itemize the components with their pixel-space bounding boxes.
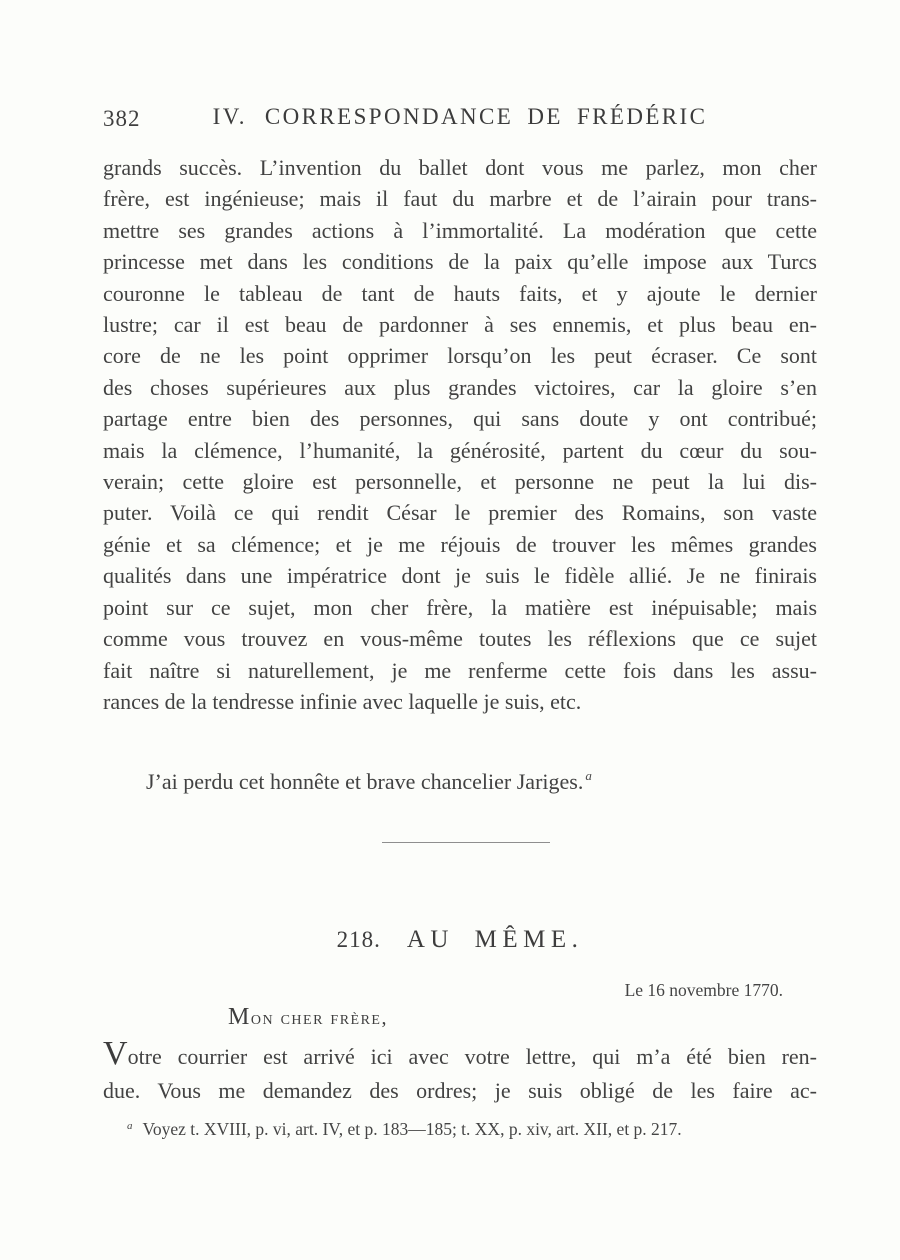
letter-body-line: puter. Voilà ce qui rendit César le premier des Romains, son vaste xyxy=(103,500,817,526)
letter-body-paragraph xyxy=(103,152,817,717)
letter-body-line: lustre; car il est beau de pardonner à ses ennemis, et plus beau en- xyxy=(103,312,817,338)
letter-body-line: verain; cette gloire est personnelle, et personne ne peut la lui dis- xyxy=(103,469,817,495)
letter-opening-line-text: otre courrier est arrivé ici avec votre lettre, qui m’a été bien ren- xyxy=(127,1044,817,1069)
letter-body-line: point sur ce sujet, mon cher frère, la matière est inépuisable; mais xyxy=(103,594,817,620)
letter-body-line: core de ne les point opprimer lorsqu’on les peut écraser. Ce sont xyxy=(103,343,817,369)
letter-opening-line xyxy=(103,1035,817,1074)
footnote-text: Voyez t. XVIII, p. vi, art. IV, et p. 183—185; t. XX, p. xiv, art. XII, et p. 217. xyxy=(142,1119,682,1139)
letter-body-line: des choses supérieures aux plus grandes victoires, car la gloire s’en xyxy=(103,374,817,400)
running-title xyxy=(103,104,817,130)
running-title-text: CORRESPONDANCE DE FRÉDÉRIC xyxy=(264,104,708,129)
section-title: AU MÊME. xyxy=(406,926,584,953)
section-number: 218. xyxy=(336,927,381,952)
letter-body-line: mais la clémence, l’humanité, la générosité, partent du cœur du sou- xyxy=(103,437,817,463)
letter-body-line: frère, est ingénieuse; mais il faut du marbre et de l’airain pour trans- xyxy=(103,186,817,212)
letter-opening-paragraph xyxy=(103,1035,817,1107)
letter-body-line: comme vous trouvez en vous-même toutes les réflexions que ce sujet xyxy=(103,626,817,652)
letter-body-line: grands succès. L’invention du ballet dont vous me parlez, mon cher xyxy=(103,155,817,180)
section-heading xyxy=(103,926,817,954)
running-header xyxy=(103,104,817,134)
letter-body-line: génie et sa clémence; et je me réjouis de trouver les mêmes grandes xyxy=(103,531,817,557)
postscript-line xyxy=(103,760,817,797)
letter-salutation: Mon cher frère, xyxy=(228,1004,388,1030)
running-title-numeral: IV. xyxy=(212,104,247,129)
letter-body-line-last: rances de la tendresse infinie avec laquelle je suis, etc. xyxy=(103,688,582,714)
letter-body-line: princesse met dans les conditions de la paix qu’elle impose aux Turcs xyxy=(103,249,817,275)
section-divider-rule xyxy=(382,842,550,843)
letter-body-line: partage entre bien des personnes, qui sans doute y ont contribué; xyxy=(103,406,817,432)
postscript-text: J’ai perdu cet honnête et brave chancelier Jariges. xyxy=(146,769,584,794)
letter-body-line: fait naître si naturellement, je me renferme cette fois dans les assu- xyxy=(103,657,817,683)
footnote-reference-marker: a xyxy=(585,768,592,783)
letter-body-line: couronne le tableau de tant de hauts faits, et y ajoute le dernier xyxy=(103,280,817,306)
letter-body-line: mettre ses grandes actions à l’immortalité. La modération que cette xyxy=(103,217,817,243)
footnote xyxy=(103,1114,817,1141)
drop-cap-initial: V xyxy=(103,1035,128,1072)
page-number: 382 xyxy=(103,106,141,131)
letter-date: Le 16 novembre 1770. xyxy=(624,980,783,1000)
footnote-marker: a xyxy=(127,1120,133,1132)
letter-body-line: qualités dans une impératrice dont je suis le fidèle allié. Je ne finirais xyxy=(103,563,817,589)
letter-opening-line: due. Vous me demandez des ordres; je suis obligé de les faire ac- xyxy=(103,1077,817,1103)
